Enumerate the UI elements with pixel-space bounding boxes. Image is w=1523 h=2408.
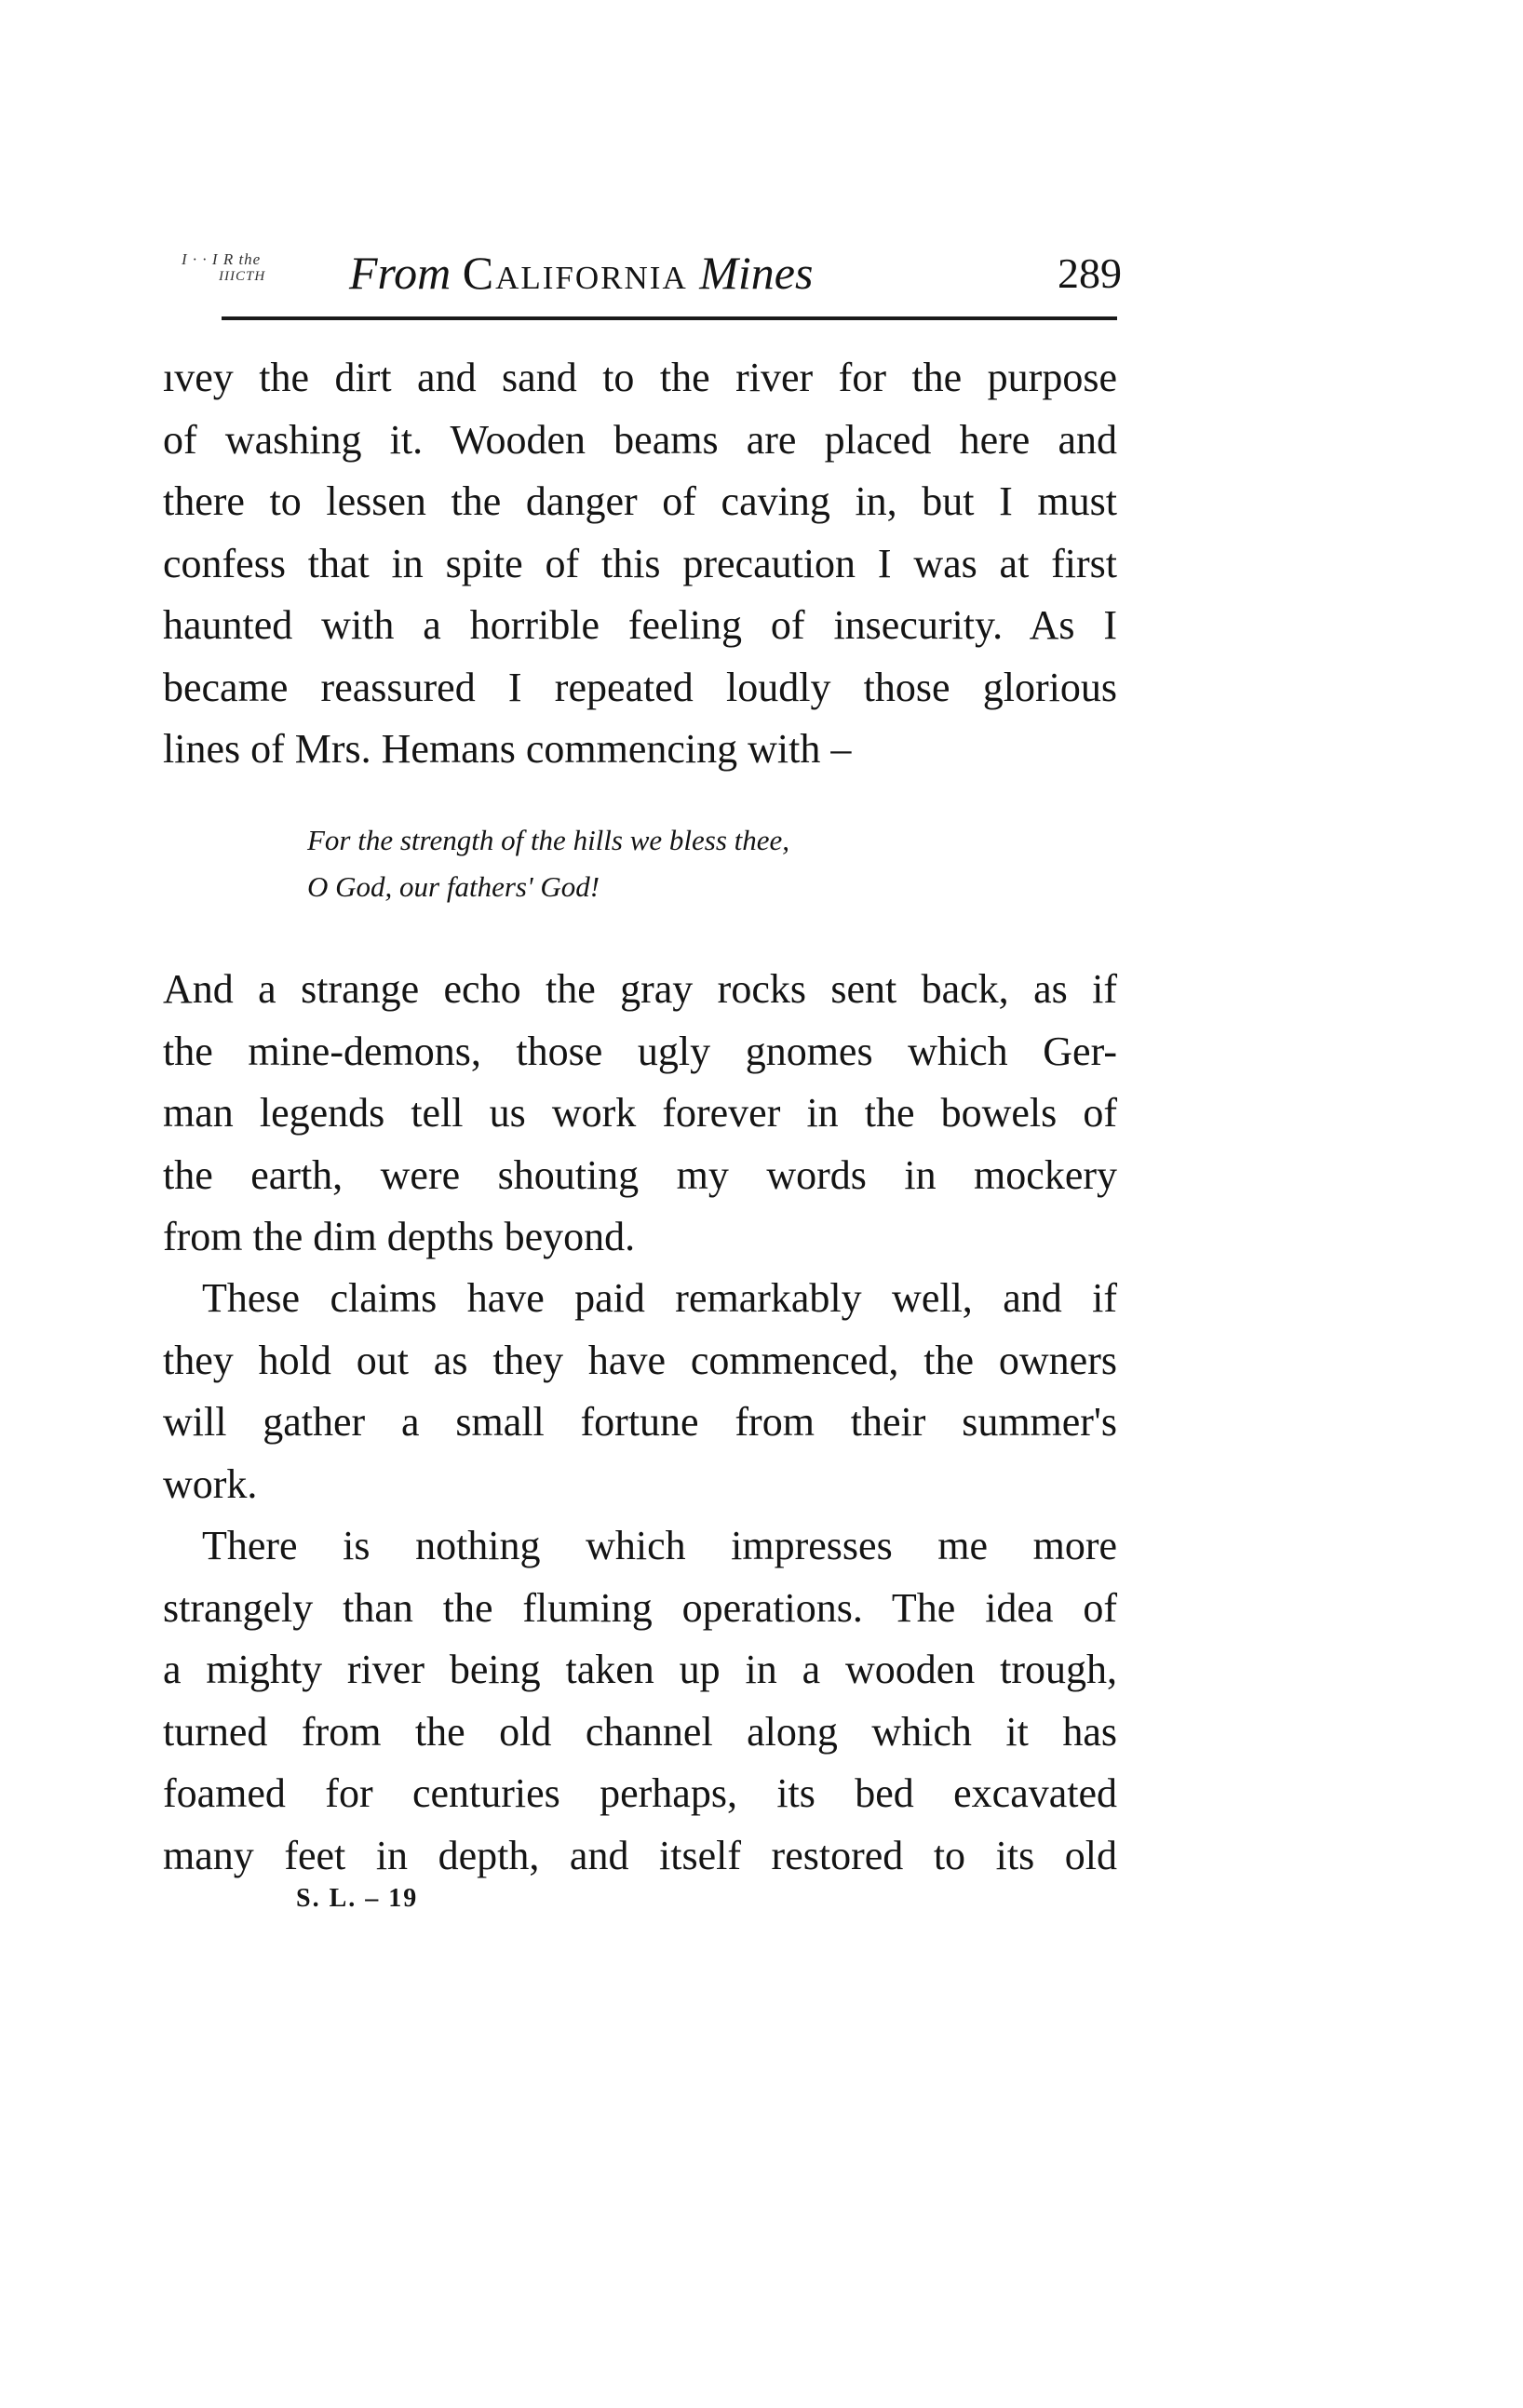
text-line: confess that in spite of this precaution I was at first — [163, 540, 1117, 586]
text-line: will gather a small fortune from their summer's — [163, 1399, 1117, 1445]
text-line: of washing it. Wooden beams are placed here and — [163, 416, 1117, 463]
verse-line: For the strength of the hills we bless thee, — [307, 824, 790, 856]
paragraph-1 — [163, 347, 1117, 781]
text-line: the mine-demons, those ugly gnomes which Ger- — [163, 1028, 1117, 1074]
text-line: These claims have paid remarkably well, and if — [202, 1275, 1117, 1321]
running-title-mines: Mines — [699, 247, 814, 299]
text-line: ıvey the dirt and sand to the river for the purpose — [163, 355, 1117, 400]
text-line: work. — [163, 1460, 258, 1507]
paragraph-4 — [163, 1515, 1117, 1887]
text-line: And a strange echo the gray rocks sent back, as if — [163, 966, 1117, 1012]
text-line: many feet in depth, and itself restored to its old — [163, 1832, 1117, 1878]
text-line: there to lessen the danger of caving in, but I must — [163, 478, 1117, 524]
header-rule — [222, 316, 1117, 320]
text-line: a mighty river being taken up in a wooden trough, — [163, 1647, 1117, 1692]
text-line: There is nothing which impresses me more — [202, 1523, 1117, 1568]
text-line: foamed for centuries perhaps, its bed excavated — [163, 1770, 1117, 1816]
running-title — [349, 246, 813, 300]
verse-quotation — [307, 817, 789, 910]
paragraph-2 — [163, 959, 1117, 1269]
margin-note-line-1: I · · I R the — [182, 250, 262, 268]
margin-note — [182, 251, 321, 285]
paragraph-3 — [163, 1268, 1117, 1515]
running-title-california: California — [462, 247, 688, 299]
running-title-from: From — [349, 247, 452, 299]
text-line: the earth, were shouting my words in mockery — [163, 1151, 1117, 1198]
margin-note-line-2: IIICTH — [219, 269, 266, 284]
text-line: man legends tell us work forever in the bowels of — [163, 1090, 1117, 1136]
text-line: they hold out as they have commenced, the owners — [163, 1337, 1117, 1383]
verse-line: O God, our fathers' God! — [307, 870, 600, 903]
text-line: turned from the old channel along which it has — [163, 1708, 1117, 1755]
page-number: 289 — [1058, 249, 1122, 297]
text-line: from the dim depths beyond. — [163, 1214, 636, 1259]
text-line: strangely than the fluming operations. The idea of — [163, 1584, 1117, 1631]
text-line: lines of Mrs. Hemans commencing with – — [163, 726, 852, 772]
text-line: haunted with a horrible feeling of insecurity. As I — [163, 602, 1117, 648]
signature-mark: S. L. – 19 — [296, 1884, 419, 1913]
running-head — [182, 235, 1122, 309]
text-line: became reassured I repeated loudly those glorious — [163, 664, 1117, 710]
